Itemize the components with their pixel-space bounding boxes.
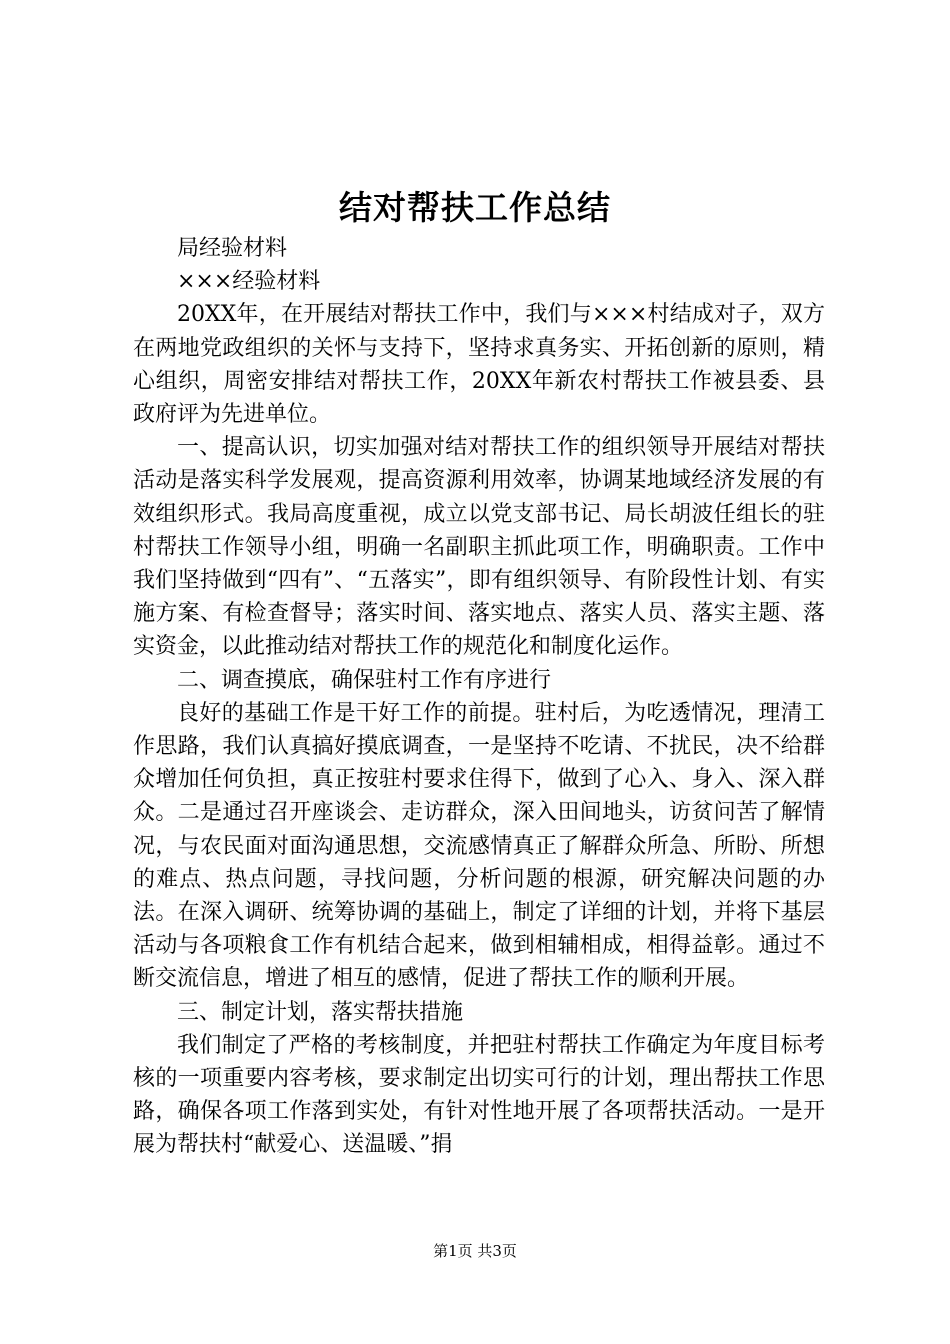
page-footer: 第1页 共3页	[433, 1242, 517, 1260]
paragraph-subtitle-1: 局经验材料	[177, 236, 288, 261]
paragraph-intro: 20XX年，在开展结对帮扶工作中，我们与×××村结成对子，双方在两地党政组织的关怀与支持下，坚持求真务实、开拓创新的原则，精心组织，周密安排结对帮扶工作，20XX年新农村帮扶工作被县委、县政府评为先进单位。	[133, 302, 825, 428]
heading-section-2: 二、调查摸底，确保驻村工作有序进行	[177, 667, 552, 693]
paragraph-section-3: 我们制定了严格的考核制度，并把驻村帮扶工作确定为年度目标考核的一项重要内容考核，要求制定出切实可行的计划，理出帮扶工作思路，确保各项工作落到实处，有针对性地开展了各项帮扶活动。一是开展为帮扶村“献爱心、送温暖、”捐	[133, 1032, 825, 1158]
paragraph-section-1: 一、提高认识，切实加强对结对帮扶工作的组织领导开展结对帮扶活动是落实科学发展观，提高资源利用效率，协调某地域经济发展的有效组织形式。我局高度重视，成立以党支部书记、局长胡波任组长的驻村帮扶工作领导小组，明确一名副职主抓此项工作，明确职责。工作中我们坚持做到“四有”、“五落实”，即有组织领导、有阶段性计划、有实施方案、有检查督导；落实时间、落实地点、落实人员、落实主题、落实资金，以此推动结对帮扶工作的规范化和制度化运作。	[133, 435, 825, 660]
document-title: 结对帮扶工作总结	[339, 188, 611, 227]
paragraph-subtitle-2: ×××经验材料	[177, 269, 321, 295]
document-body	[133, 232, 825, 1162]
heading-section-3: 三、制定计划，落实帮扶措施	[177, 999, 464, 1025]
paragraph-section-2: 良好的基础工作是干好工作的前提。驻村后，为吃透情况，理清工作思路，我们认真搞好摸底调查，一是坚持不吃请、不扰民，决不给群众增加任何负担，真正按驻村要求住得下，做到了心入、身入、深入群众。二是通过召开座谈会、走访群众，深入田间地头，访贫问苦了解情况，与农民面对面沟通思想，交流感情真正了解群众所急、所盼、所想的难点、热点问题，寻找问题，分析问题的根源，研究解决问题的办法。在深入调研、统筹协调的基础上，制定了详细的计划，并将下基层活动与各项粮食工作有机结合起来，做到相辅相成，相得益彰。通过不断交流信息，增进了相互的感情，促进了帮扶工作的顺利开展。	[133, 700, 825, 992]
